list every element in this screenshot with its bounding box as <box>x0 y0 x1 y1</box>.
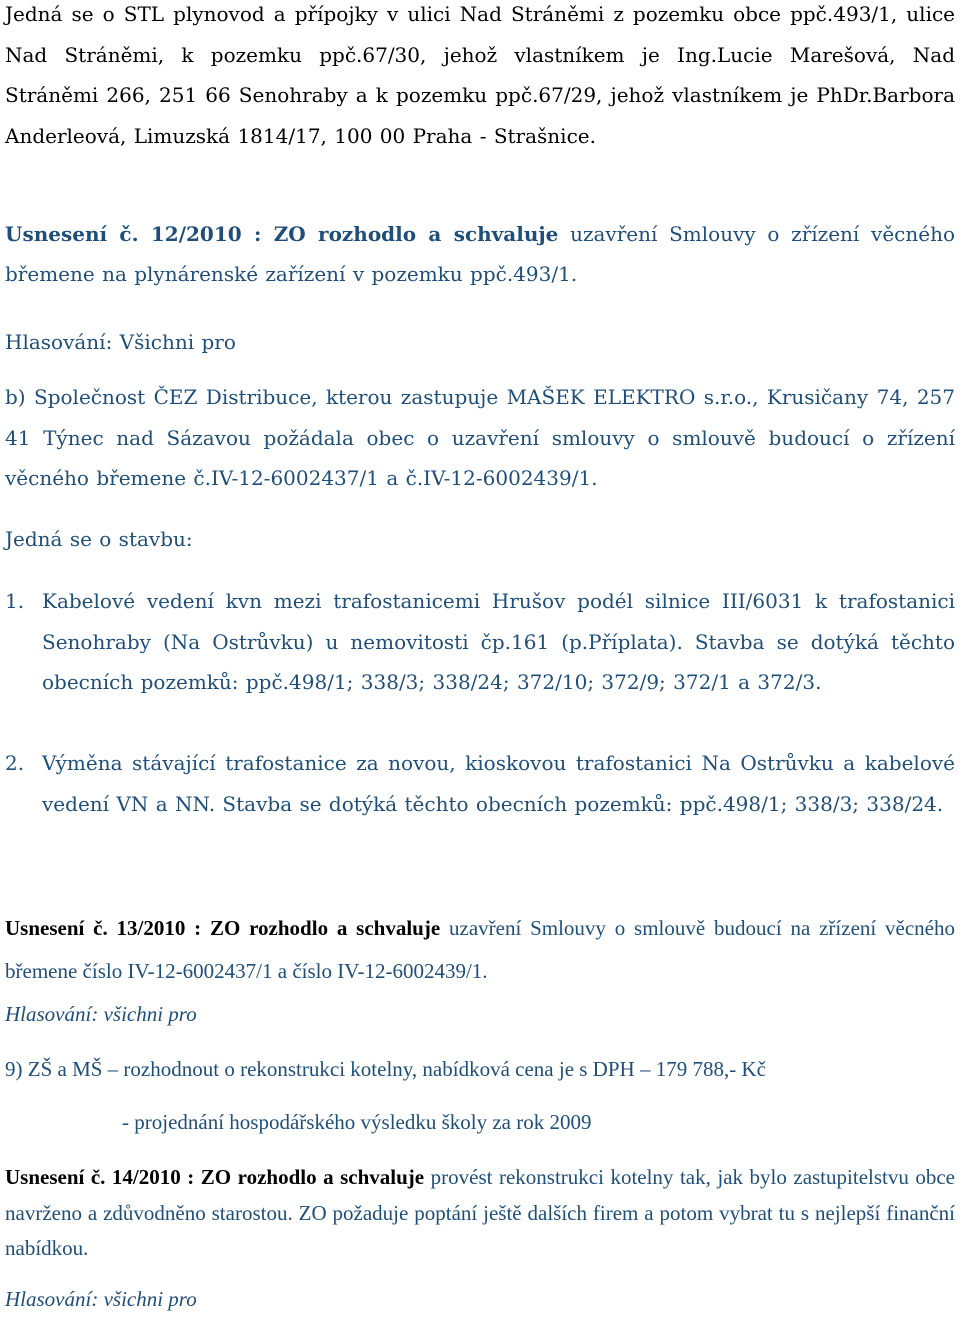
resolution-12-heading: Usnesení č. 12/2010 : ZO rozhodlo a schvaluje <box>5 222 559 246</box>
list-item-text: Kabelové vedení kvn mezi trafostanicemi Hrušov podél silnice III/6031 k trafostanici Senohraby (Na Ostrůvku) u nemovitosti čp.161 (p.Příplata). Stavba se dotýká těchto obecních pozemků: ppč.498/1; 338/3; 338/24; 372/10; 372/9; 372/1 a 372/3. <box>42 589 955 694</box>
list-item-number: 1. <box>5 589 25 613</box>
resolution-13-body: uzavření Smlouvy o smlouvě budoucí na zřízení věcného břemene číslo IV-12-6002437/1 a číslo IV-12-6002439/1. <box>5 916 955 983</box>
point-9-subitem: - projednání hospodářského výsledku školy za rok 2009 <box>122 1110 592 1134</box>
resolution-13-vote: Hlasování: všichni pro <box>5 1002 197 1026</box>
point-9: 9) ZŠ a MŠ – rozhodnout o rekonstrukci kotelny, nabídková cena je s DPH – 179 788,- Kč <box>5 1057 766 1081</box>
resolution-12-body: uzavření Smlouvy o zřízení věcného břemene na plynárenské zařízení v pozemku ppč.493/1. <box>5 222 955 286</box>
resolution-14-vote: Hlasování: všichni pro <box>5 1287 197 1311</box>
list-item-text: Výměna stávající trafostanice za novou, kioskovou trafostanici Na Ostrůvku a kabelové vedení VN a NN. Stavba se dotýká těchto obecních pozemků: ppč.498/1; 338/3; 338/24. <box>42 751 955 816</box>
section-b-paragraph: b) Společnost ČEZ Distribuce, kterou zastupuje MAŠEK ELEKTRO s.r.o., Krusičany 74, 257 41 Týnec nad Sázavou požádala obec o uzavření smlouvy o smlouvě budoucí o zřízení věcného břemene č.IV-12-6002437/1 a č.IV-12-6002439/1. <box>5 385 955 490</box>
list-item-number: 2. <box>5 751 25 775</box>
intro-paragraph: Jedná se o STL plynovod a přípojky v ulici Nad Stráněmi z pozemku obce ppč.493/1, ulice Nad Stráněmi, k pozemku ppč.67/30, jehož vlastníkem je Ing.Lucie Marešová, Nad Stráněmi 266, 251 66 Senohraby a k pozemku ppč.67/29, jehož vlastníkem je PhDr.Barbora Anderleová, Limuzská 1814/17, 100 00 Praha - Strašnice. <box>5 2 955 148</box>
resolution-14 <box>5 1160 955 1267</box>
resolution-13 <box>5 907 955 993</box>
resolution-14-body: provést rekonstrukci kotelny tak, jak bylo zastupitelstvu obce navrženo a zdůvodněno starostou. ZO požaduje poptání ještě dalších firem a potom vybrat tu s nejlepší finanční nabídkou. <box>5 1165 956 1260</box>
resolution-13-heading: Usnesení č. 13/2010 : ZO rozhodlo a schvaluje <box>5 916 441 940</box>
section-b-heading: Jedná se o stavbu: <box>5 527 193 551</box>
resolution-12 <box>5 214 955 294</box>
resolution-14-heading: Usnesení č. 14/2010 : ZO rozhodlo a schvaluje <box>5 1165 425 1189</box>
resolution-12-vote: Hlasování: Všichni pro <box>5 330 236 354</box>
